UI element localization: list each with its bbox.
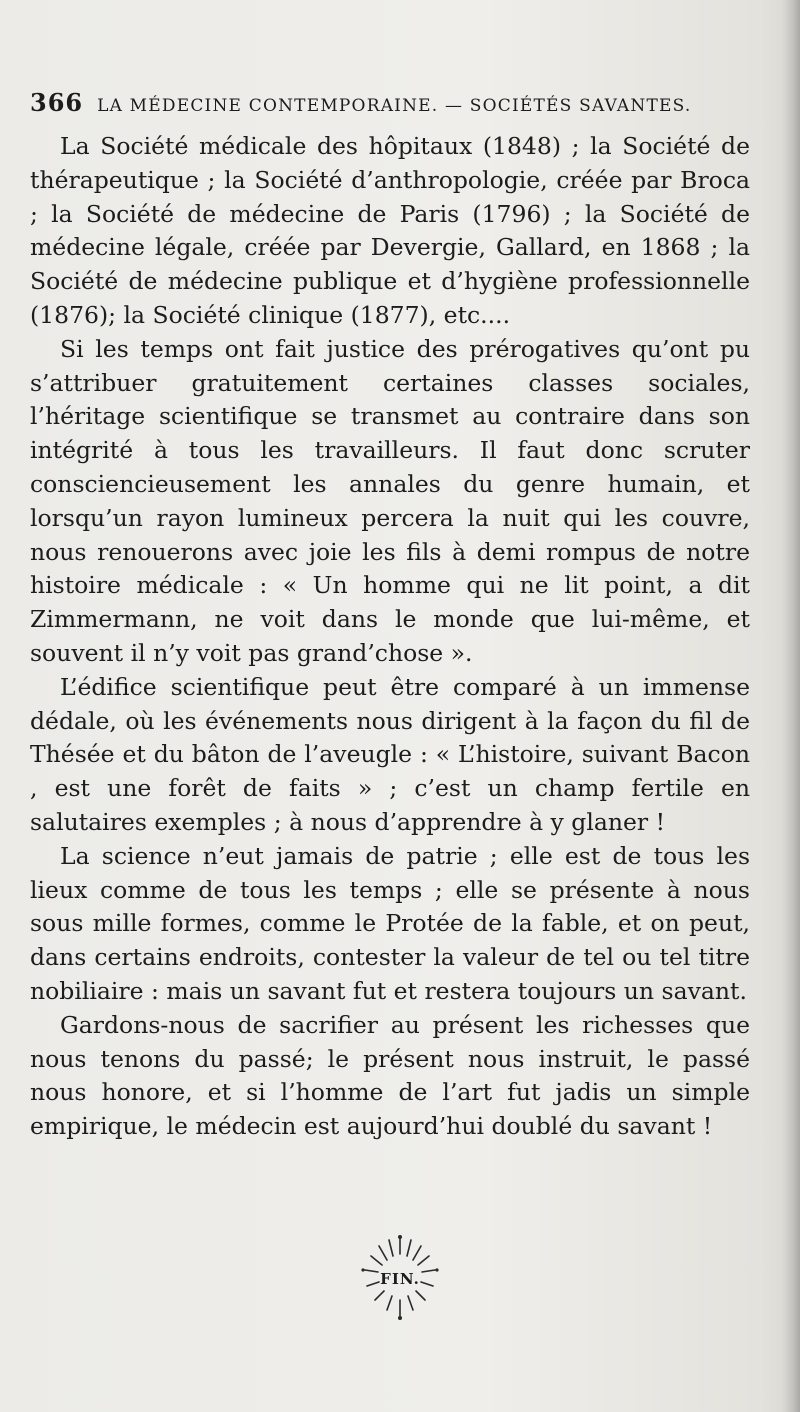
page-number: 366: [30, 88, 84, 117]
paragraph-4: La science n’eut jamais de patrie ; elle est de tous les lieux comme de tous les temps ; elle se présente à nous sous mille formes, comme le Protée de la fable, et on peut, dans certains endroits, contester la valeur de tel ou tel titre nobiliaire : mais un savant fut et restera toujours un savant.: [30, 841, 750, 1005]
paragraph-2: Si les temps ont fait justice des prérogatives qu’ont pu s’attribuer gratuitement certaines classes sociales, l’héritage scientifique se transmet au contraire dans son intégrité à tous les travailleurs. Il faut donc scruter consciencieusement les annales du genre humain, et lorsqu’un rayon lumineux percera la nuit qui les couvre, nous renouerons avec joie les fils à demi rompus de notre histoire médicale : « Un homme qui ne lit point, a dit Zimmermann, ne voit dans le monde que lui-même, et souvent il n’y voit pas grand’chose ».: [30, 334, 750, 667]
paragraph-1: La Société médicale des hôpitaux (1848) ; la Société de thérapeutique ; la Société d’anthropologie, créée par Broca ; la Société de médecine de Paris (1796) ; la Société de médecine légale, créée par Devergie, Gallard, en 1868 ; la Société de médecine publique et d’hygiène professionnelle (1876); la Société clinique (1877), etc....: [30, 132, 750, 329]
fin-label: FIN.: [380, 1270, 420, 1288]
running-head: [30, 88, 710, 122]
paragraph-5: Gardons-nous de sacrifier au présent les richesses que nous tenons du passé; le présent nous instruit, le passé nous honore, et si l’homme de l’art fut jadis un simple empirique, le médecin est aujourd’hui doublé du savant !: [30, 1010, 750, 1141]
running-title: LA MÉDECINE CONTEMPORAINE. — SOCIÉTÉS SAVANTES.: [97, 96, 692, 116]
body-text: [30, 130, 750, 1144]
paragraph-3: L’édifice scientifique peut être comparé à un immense dédale, où les événements nous dirigent à la façon du fil de Thésée et du bâton de l’aveugle : « L’histoire, suivant Bacon , est une forêt de faits » ; c’est un champ fertile en salutaires exemples ; à nous d’apprendre à y glaner !: [30, 672, 750, 836]
fin-ornament: [345, 1232, 455, 1324]
page-edge-shadow: [782, 0, 800, 1412]
